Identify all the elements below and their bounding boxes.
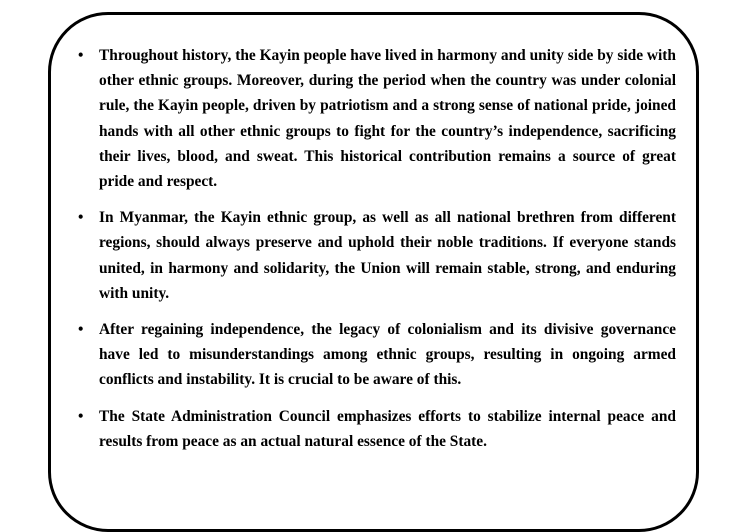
bullet-icon: • <box>78 209 84 227</box>
point-text: After regaining independence, the legacy of colonialism and its divisive governance have led to misunderstandings among ethnic groups, resulting in ongoing armed conflicts and instability. It is crucial to be aware of this. <box>99 321 676 389</box>
list-item <box>78 404 676 454</box>
point-text: Throughout history, the Kayin people have lived in harmony and unity side by side with other ethnic groups. Moreover, during the period when the country was under colonial rule, the Kayin people, driven by patriotism and a strong sense of national pride, joined hands with all other ethnic groups to fight for the country’s independence, sacrificing their lives, blood, and sweat. This historical contribution remains a source of great pride and respect. <box>99 47 676 191</box>
list-item <box>78 317 676 393</box>
list-item <box>78 43 676 194</box>
key-points-list <box>78 43 676 465</box>
bullet-icon: • <box>78 47 84 64</box>
point-text: The State Administration Council emphasizes efforts to stabilize internal peace and results from peace as an actual natural essence of the State. <box>99 407 676 450</box>
bullet-icon: • <box>78 407 84 425</box>
list-item <box>78 205 676 306</box>
point-text: In Myanmar, the Kayin ethnic group, as well as all national brethren from different regions, should always preserve and uphold their noble traditions. If everyone stands united, in harmony and solidarity, the Union will remain stable, strong, and enduring with unity. <box>99 209 676 302</box>
bullet-icon: • <box>78 321 84 339</box>
